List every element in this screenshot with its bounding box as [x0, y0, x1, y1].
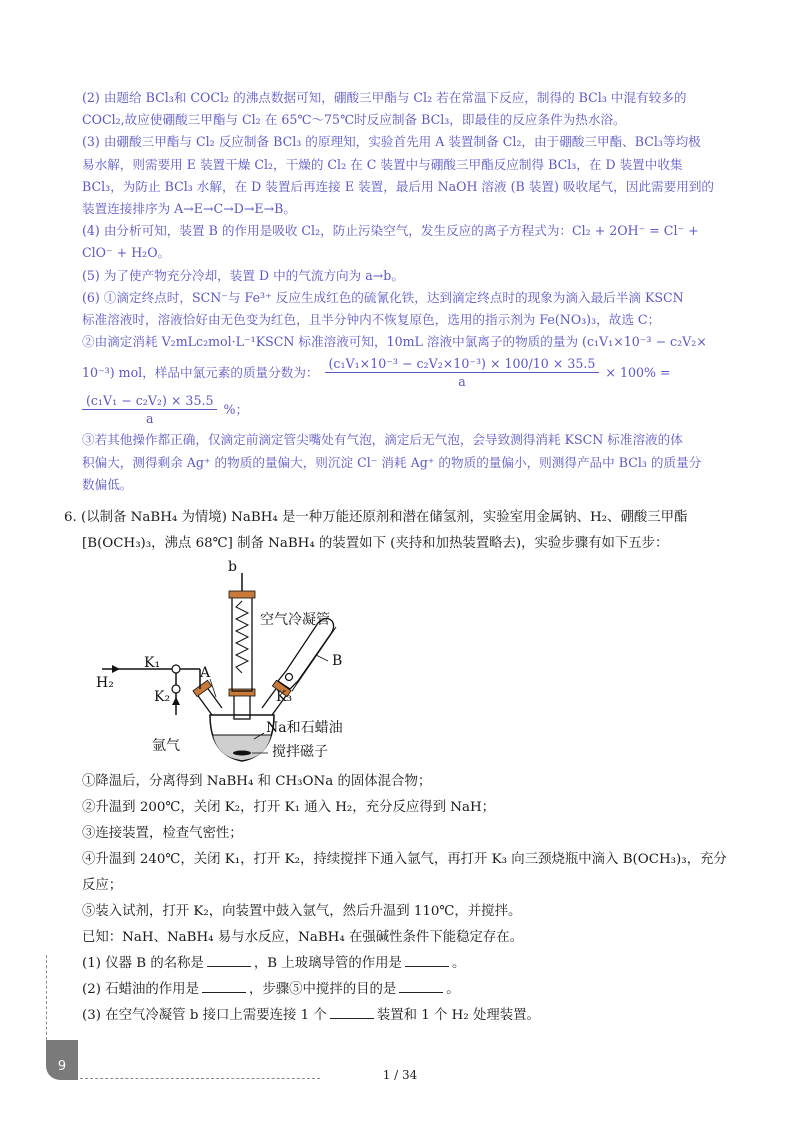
step-5: ⑤装入试剂，打开 K₂，向装置中鼓入氩气，然后升温到 110℃，并搅拌。: [82, 904, 522, 919]
sub-question-2: [64, 977, 744, 1003]
label-funnel-b: B: [332, 653, 343, 669]
analysis-p6-line7: 积偏大，测得剩余 Ag⁺ 的物质的量偏大，则沉淀 Cl⁻ 消耗 Ag⁺ 的物质的量偏小，则测得产品中 BCl₃ 的质量分: [82, 454, 702, 470]
analysis-section: [82, 87, 732, 496]
label-k1: K₁: [144, 655, 161, 671]
question-intro-line1: 6. (以制备 NaBH₄ 为情境) NaBH₄ 是一种万能还原剂和潜在储氢剂，实验室用金属钠、H₂、硼酸三甲酯: [64, 510, 688, 525]
label-k3: K₃: [276, 689, 293, 705]
step-2: ②升温到 200℃，关闭 K₂，打开 K₁ 通入 H₂，充分反应得到 NaH；: [82, 800, 496, 815]
analysis-p4-line1: (4) 由分析可知，装置 B 的作用是吸收 Cl₂，防止污染空气，发生反应的离子方程式为：Cl₂ + 2OH⁻ = Cl⁻ +: [82, 223, 699, 239]
analysis-p6-line2: 标准溶液时，溶液恰好由无色变为红色，且半分钟内不恢复原色，选用的指示剂为 Fe(NO₃)₃，故选 C；: [82, 312, 661, 328]
analysis-p4-line2: ClO⁻ + H₂O。: [82, 245, 171, 261]
leader-a: [210, 679, 216, 697]
fraction-numerator: (c₁V₁×10⁻³ − c₂V₂×10⁻³) × 100/10 × 35.5: [325, 355, 600, 373]
funnel-equalizing-tube: [292, 627, 336, 691]
analysis-p2-line1: (2) 由题给 BCl₃和 COCl₂ 的沸点数据可知，硼酸三甲酯与 Cl₂ 若在常温下反应，制得的 BCl₃ 中混有较多的: [82, 90, 687, 105]
fraction-mass-fraction: [325, 355, 600, 390]
analysis-p6-line8: 数偏低。: [82, 476, 133, 492]
center-stopper: [229, 689, 255, 696]
label-argon: 氩气: [152, 738, 180, 754]
apparatus-drawing: [92, 565, 392, 775]
stirrer-bar: [233, 751, 251, 756]
answer-blank-1b[interactable]: [405, 952, 449, 967]
analysis-p5: (5) 为了使产物充分冷却，装置 D 中的气流方向为 a→b。: [82, 267, 404, 283]
formula-prefix: 10⁻³) mol，样品中氯元素的质量分数为：: [82, 364, 319, 380]
analysis-p3-line2: 易水解，则需要用 E 装置干燥 Cl₂，干燥的 Cl₂ 在 C 装置中与硼酸三甲酯反应制得 BCl₃，在 D 装置中收集: [82, 156, 683, 172]
analysis-p6-line3: ②由滴定消耗 V₂mLc₂mol·L⁻¹KSCN 标准溶液可知，10mL 溶液中氯离子的物质的量为 (c₁V₁×10⁻³ − c₂V₂×: [82, 334, 707, 350]
answer-blank-3[interactable]: [330, 1004, 374, 1019]
condenser-top-stopper: [229, 591, 255, 598]
page-number: 1 / 34: [382, 1068, 418, 1082]
step-1: ①降温后，分离得到 NaBH₄ 和 CH₃ONa 的固体混合物；: [82, 774, 432, 789]
analysis-formula-line2: [82, 392, 732, 427]
fraction-denominator: a: [145, 411, 154, 427]
fraction-denominator: a: [458, 374, 466, 390]
q2-text-c: 。: [446, 982, 460, 997]
analysis-p3-line1: (3) 由硼酸三甲酯与 Cl₂ 反应制备 BCl₃ 的原理知，实验首先用 A 装置制备 Cl₂，由于硼酸三甲酯、BCl₃等均极: [82, 134, 701, 150]
sub-question-1: [64, 951, 744, 977]
label-b-outlet: b: [228, 559, 237, 575]
page-badge: 9: [46, 1040, 78, 1080]
q1-text-a: (1) 仪器 B 的名称是: [82, 956, 204, 971]
left-stopper: [193, 680, 212, 696]
analysis-p2-line2: COCl₂,故应使硼酸三甲酯与 Cl₂ 在 65℃～75℃时反应制备 BCl₃，即最佳的反应条件为热水浴。: [82, 112, 626, 128]
q1-text-c: 。: [451, 956, 466, 971]
q3-text-a: (3) 在空气冷凝管 b 接口上需要连接 1 个: [82, 1008, 327, 1023]
formula-suffix: × 100% =: [605, 364, 671, 380]
fraction-simplified: [82, 392, 217, 427]
leader-b: [316, 655, 328, 661]
analysis-formula-line1: [82, 355, 732, 390]
valve-k3: [286, 674, 293, 681]
step-4-line2: 反应；: [82, 878, 123, 893]
fraction-numerator: (c₁V₁ − c₂V₂) × 35.5: [82, 392, 217, 410]
q3-text-b: 装置和 1 个 H₂ 处理装置。: [376, 1008, 540, 1023]
analysis-p3-line3: BCl₃，为防止 BCl₃ 水解，在 D 装置后再连接 E 装置，最后用 NaOH 溶液 (B 装置) 吸收尾气，因此需要用到的: [82, 178, 715, 194]
apparatus-figure: [92, 559, 392, 775]
label-k2: K₂: [154, 689, 171, 705]
experiment-steps: [64, 769, 744, 1029]
label-na-wax: Na和石蜡油: [266, 720, 343, 736]
q2-text-a: (2) 石蜡油的作用是: [82, 982, 199, 997]
q2-text-b: ，步骤⑤中搅拌的目的是: [248, 982, 397, 997]
answer-blank-2b[interactable]: [399, 978, 443, 993]
margin-dashed-line: [46, 955, 47, 1045]
valve-k1: [172, 665, 180, 673]
valve-k2: [172, 685, 180, 693]
condenser-spiral: [236, 601, 248, 673]
answer-blank-2a[interactable]: [202, 978, 246, 993]
argon-arrow: [172, 697, 180, 705]
h2-arrow: [112, 665, 120, 673]
answer-blank-1a[interactable]: [207, 952, 251, 967]
analysis-p3-line4: 装置连接排序为 A→E→C→D→E→B。: [82, 201, 296, 217]
label-stirrer: 搅拌磁子: [272, 744, 328, 760]
question-intro-line2: [B(OCH₃)₃，沸点 68℃] 制备 NaBH₄ 的装置如下 (夹持和加热装置略去)，实验步骤有如下五步：: [82, 536, 669, 551]
step-4-line1: ④升温到 240℃，关闭 K₁，打开 K₂，持续搅拌下通入氩气，再打开 K₃ 向三颈烧瓶中滴入 B(OCH₃)₃，充分: [82, 852, 727, 867]
label-h2: H₂: [96, 675, 114, 691]
formula-percent: %；: [223, 401, 249, 417]
flask-liquid: [213, 735, 271, 760]
step-3: ③连接装置，检查气密性；: [82, 826, 243, 841]
known-conditions: 已知：NaH、NaBH₄ 易与水反应，NaBH₄ 在强碱性条件下能稳定存在。: [82, 930, 524, 945]
sub-question-3: [64, 1003, 744, 1029]
analysis-p6-line6: ③若其他操作都正确，仅滴定前滴定管尖嘴处有气泡，滴定后无气泡，会导致测得消耗 KSCN 标准溶液的体: [82, 432, 683, 448]
label-a: A: [200, 665, 211, 681]
q1-text-b: ，B 上玻璃导管的作用是: [253, 956, 402, 971]
analysis-p6-line1: (6) ①滴定终点时，SCN⁻与 Fe³⁺ 反应生成红色的硫氰化铁，达到滴定终点时的现象为滴入最后半滴 KSCN: [82, 289, 684, 305]
label-air-condenser: 空气冷凝管: [260, 612, 330, 628]
